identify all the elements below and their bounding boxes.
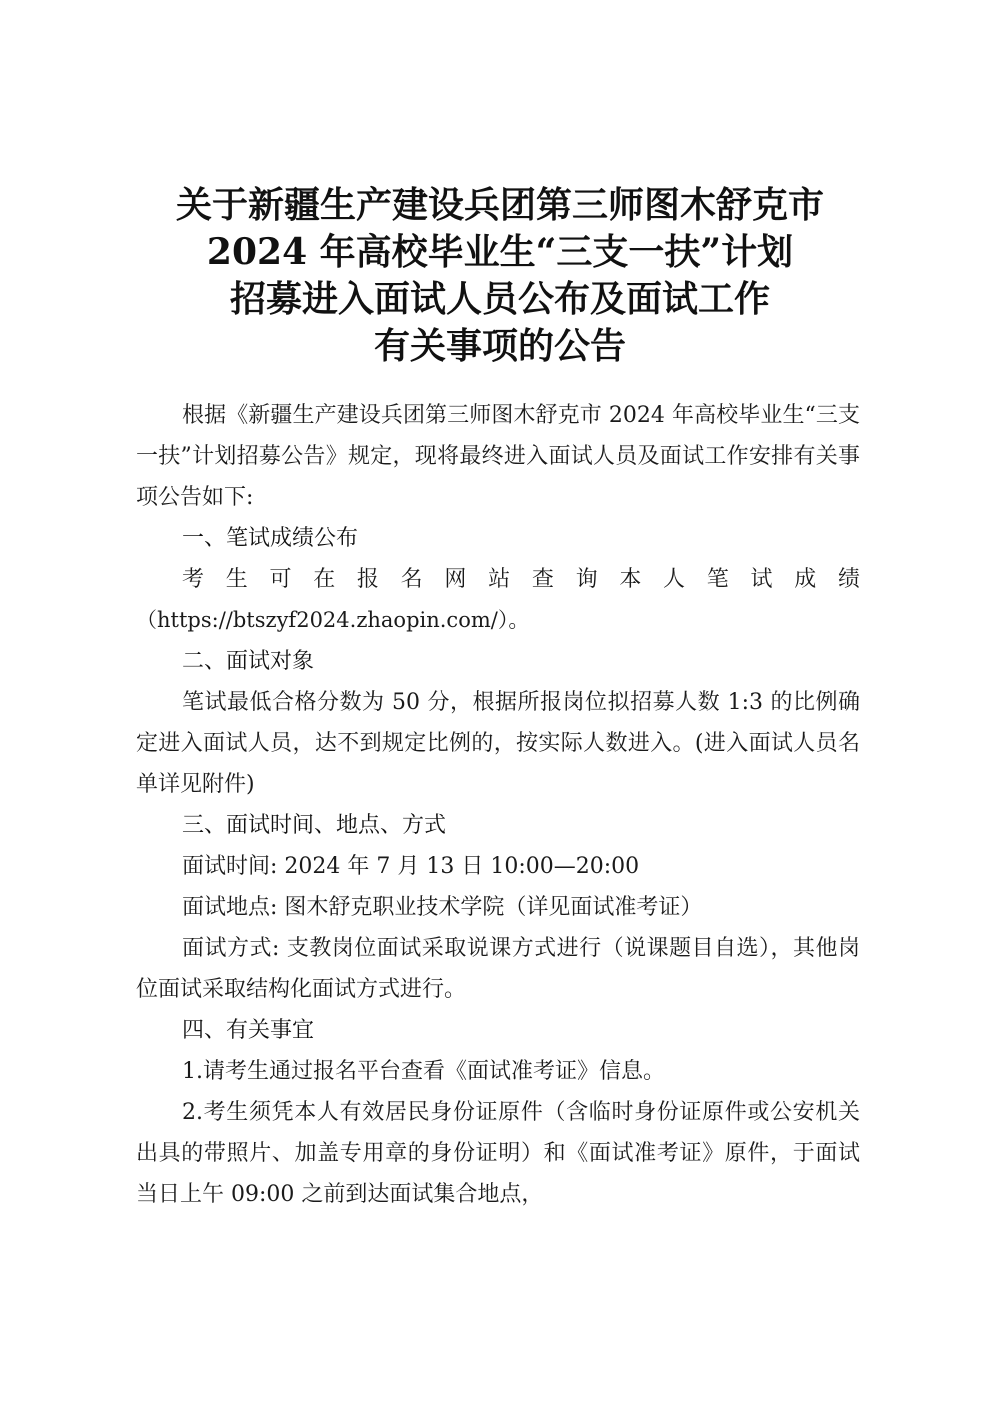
section-heading-1: 一、笔试成绩公布 (182, 526, 359, 551)
title-line-1: 关于新疆生产建设兵团第三师图木舒克市 (175, 184, 824, 226)
section-heading-2: 二、面试对象 (182, 649, 315, 674)
section-heading-3: 三、面试时间、地点、方式 (182, 813, 447, 838)
matter-item-2: 2.考生须凭本人有效居民身份证原件（含临时身份证原件或公安机关出具的带照片、加盖专用章的身份证明）和《面试准考证》原件，于面试当日上午 09:00 之前到达面试集合地点， (136, 1100, 860, 1207)
interview-eligibility-paragraph: 笔试最低合格分数为 50 分，根据所报岗位拟招募人数 1:3 的比例确定进入面试人员，达不到规定比例的，按实际人数进入。(进入面试人员名单详见附件) (136, 690, 861, 797)
interview-method: 面试方式: 支教岗位面试采取说课方式进行（说课题目自选），其他岗位面试采取结构化面试方式进行。 (136, 936, 860, 1002)
document-title (90, 182, 910, 370)
section-heading-4: 四、有关事宜 (182, 1018, 315, 1043)
score-query-text: 考生可在报名网站查询本人笔试成绩 (182, 567, 860, 592)
matter-item-1: 1.请考生通过报名平台查看《面试准考证》信息。 (182, 1059, 665, 1084)
interview-place: 面试地点: 图木舒克职业技术学院（详见面试准考证） (182, 895, 703, 920)
document-body (136, 395, 860, 1215)
interview-time: 面试时间: 2024 年 7 月 13 日 10:00—20:00 (182, 854, 640, 879)
title-line-3: 招募进入面试人员公布及面试工作 (229, 278, 770, 320)
intro-paragraph: 根据《新疆生产建设兵团第三师图木舒克市 2024 年高校毕业生“三支一扶”计划招募公告》规定，现将最终进入面试人员及面试工作安排有关事项公告如下: (136, 403, 860, 510)
title-line-4: 有关事项的公告 (373, 325, 626, 367)
title-line-2: 2024 年高校毕业生“三支一扶”计划 (206, 231, 794, 273)
score-query-url: （https://btszyf2024.zhaopin.com/）。 (136, 608, 530, 632)
